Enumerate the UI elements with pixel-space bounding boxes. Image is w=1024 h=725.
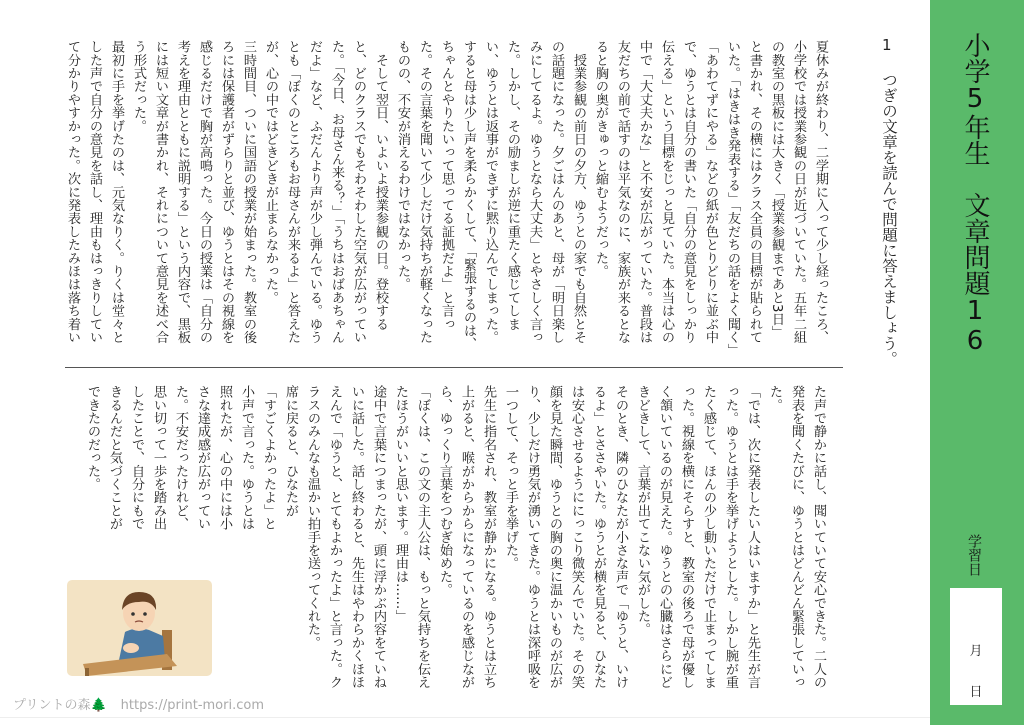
passage-column: 小声で言った。ゆうとは xyxy=(239,385,254,531)
passage-column: で、ゆうとは自分の書いた「自分の意見をしっかり xyxy=(681,40,696,344)
passage-column: 中で「大丈夫かな」と不安が広がっていた。普段は xyxy=(637,40,652,344)
passage-column: した声で自分の意見を話し、理由もはっきりしてい xyxy=(87,40,102,344)
passage-column: 席に戻ると、ひなたが xyxy=(283,385,298,517)
passage-column: 上がると、喉がからからになっているのを感じなが xyxy=(459,385,474,689)
passage-column: く頷いているのが見えた。ゆうとの心臓はさらにど xyxy=(657,385,672,689)
boy-at-desk-worried-icon xyxy=(67,580,212,676)
passage-column: 思い切って一歩を踏み出 xyxy=(151,385,166,531)
passage-column: るよ」とささやいた。ゆうとが横を見ると、ひなた xyxy=(591,385,606,689)
passage-column: 授業参観の前日の夕方、ゆうとの家でも自然とそ xyxy=(571,40,586,344)
passage-column: 最初に手を挙げたのは、元気なりく。りくは堂々と xyxy=(109,40,124,344)
passage-column: た。「今日、お母さん来る？」「うちはおばあちゃん xyxy=(329,40,344,344)
passage-column: 顔を見た瞬間、ゆうとの胸の奥に温かいものが広が xyxy=(547,385,562,689)
footer xyxy=(13,694,264,713)
title-spacer xyxy=(960,166,990,192)
passage-column: そして翌日、いよいよ授業参観の日。登校する xyxy=(373,40,388,331)
bottom-divider xyxy=(0,717,930,718)
passage-column: の教室の黒板には大きく「授業参観まであと3日」 xyxy=(769,40,784,339)
passage-column: には短い文章が書かれ、それについて意見を述べ合 xyxy=(153,40,168,344)
passage-column: したことで、自分にもで xyxy=(129,385,144,531)
passage-column: い、ゆうとは返事ができずに黙り込んでしまった。 xyxy=(483,40,498,344)
study-date-label: 学習日 xyxy=(966,534,982,576)
passage-column: 感じるだけで胸が高鳴った。今日の授業は「自分の xyxy=(197,40,212,344)
passage-column: だよ」など、ふだんより声が少し弾んでいる。ゆう xyxy=(307,40,322,344)
question-instruction: つぎの文章を読んで問題に答えましょう。 xyxy=(880,72,898,367)
passage-column: ろには保護者がずらりと並び、ゆうとはその視線を xyxy=(219,40,234,344)
passage-column: 「ぼくは、この文の主人公は、もっと気持ちを伝え xyxy=(415,385,430,689)
passage-column: う形式だった。 xyxy=(131,40,146,133)
passage-column: 照れたが、心の中には小 xyxy=(217,385,232,531)
footer-url[interactable]: https://print-mori.com xyxy=(120,698,264,713)
passage-column: えんで「ゆうと、とてもよかったよ」と言った。ク xyxy=(327,385,342,689)
passage-column: ものの、不安が消えるわけではなかった。 xyxy=(395,40,410,291)
passage-column: 友だちの前で話すのは平気なのに、家族が来るとな xyxy=(615,40,630,344)
passage-column: 「あわてずにやる」などの紙が色とりどりに並ぶ中 xyxy=(703,40,718,344)
passage-column: て分かりやすかった。次に発表したみほは落ち着い xyxy=(65,40,80,344)
passage-column: みにしてるよ。ゆうとなら大丈夫」とやさしく言っ xyxy=(527,40,542,344)
passage-column: さな達成感が広がってい xyxy=(195,385,210,531)
question-number: 1 xyxy=(882,36,892,54)
passage-column: ラスのみんなも温かい拍手を送ってくれた。 xyxy=(305,385,320,649)
passage-column: きどきして、言葉が出てこない気がした。 xyxy=(635,385,650,636)
passage-column: ちゃんとやりたいって思ってる証拠だよ」と言っ xyxy=(439,40,454,331)
passage-column: きるんだと気づくことが xyxy=(107,385,122,531)
passage-column: とも「ぼくのところもお母さんが来るよ」と答えた xyxy=(285,40,300,344)
passage-upper xyxy=(61,40,831,357)
passage-column: 「すごくよかったよ」と xyxy=(261,385,276,531)
title-subject: 文章問題16 xyxy=(960,192,990,356)
boy-at-desk-illustration xyxy=(67,580,212,676)
passage-column: と、どのクラスでもそわそわした空気が広がってい xyxy=(351,40,366,344)
passage-column: 発表を聞くたびに、ゆうとはどんどん緊張していっ xyxy=(789,385,804,689)
passage-column: ら、ゆっくり言葉をつむぎ始めた。 xyxy=(437,385,452,597)
passage-column: いた。「はきはき発表する」「友だちの話をよく聞く」 xyxy=(725,40,740,357)
day-label: 日 xyxy=(969,685,983,700)
passage-column: 夏休みが終わり、二学期に入って少し経ったころ、 xyxy=(813,40,828,344)
passage-column: そのとき、隣のひなたが小さな声で「ゆうと、いけ xyxy=(613,385,628,689)
passage-column: 一つして、そっと手を挙げた。 xyxy=(503,385,518,570)
title-grade: 小学5年生 xyxy=(960,32,990,166)
study-date-box[interactable] xyxy=(950,588,1002,705)
passage-column: すると母は少し声を柔らかくして、「緊張するのは、 xyxy=(461,40,476,351)
passage-column: できたのだった。 xyxy=(85,385,100,491)
passage-column: た。その言葉を聞いて少しだけ気持ちが軽くなった xyxy=(417,40,432,344)
passage-column: た。しかし、その励ましが逆に重たく感じてしま xyxy=(505,40,520,331)
passage-column: た声で静かに話し、聞いていて安心できた。二人の xyxy=(811,385,826,689)
worksheet-title xyxy=(958,32,992,356)
passage-column: と書かれ、その横にはクラス全員の目標が貼られて xyxy=(747,40,762,344)
passage-column: 三時間目、ついに国語の授業が始まった。教室の後 xyxy=(241,40,256,344)
passage-column: が、心の中ではどきどきが止まらなかった。 xyxy=(263,40,278,304)
passage-column: った。ゆうとは手を挙げようとした。しかし腕が重 xyxy=(723,385,738,689)
passage-column: の話題になった。夕ごはんのあと、母が「明日楽し xyxy=(549,40,564,344)
passage-column: たく感じて、ほんの少し動いただけで止まってしま xyxy=(701,385,716,689)
passage-column: 伝える」という目標をじっと見ていた。本当は心の xyxy=(659,40,674,344)
passage-column: たほうがいいと思います。理由は……」 xyxy=(393,385,408,623)
divider xyxy=(65,367,843,368)
passage-column: た。不安だったけれど、 xyxy=(173,385,188,531)
month-label: 月 xyxy=(969,644,983,659)
passage-column: ると胸の奥がきゅっと縮むようだった。 xyxy=(593,40,608,278)
passage-column: 途中で言葉につまったが、頭に浮かぶ内容をていね xyxy=(371,385,386,689)
passage-column: 考えを理由とともに説明する」という内容で、黒板 xyxy=(175,40,190,344)
passage-column: 小学校では授業参観の日が近づいていた。五年二組 xyxy=(791,40,806,344)
passage-column: った。視線を横にそらすと、教室の後ろで母が優し xyxy=(679,385,694,689)
footer-brand: プリントの森🌲 xyxy=(13,698,107,713)
passage-column: 先生に指名され、教室が静かになる。ゆうとは立ち xyxy=(481,385,496,689)
passage-column: 「では、次に発表したい人はいますか」と先生が言 xyxy=(745,385,760,689)
passage-column: た。 xyxy=(767,385,782,412)
passage-column: り、少しだけ勇気が湧いてきた。ゆうとは深呼吸を xyxy=(525,385,540,689)
passage-column: は安心させるようににっこり微笑んでいた。その笑 xyxy=(569,385,584,689)
passage-column: いに話した。話し終わると、先生はやわらかくほほ xyxy=(349,385,364,689)
